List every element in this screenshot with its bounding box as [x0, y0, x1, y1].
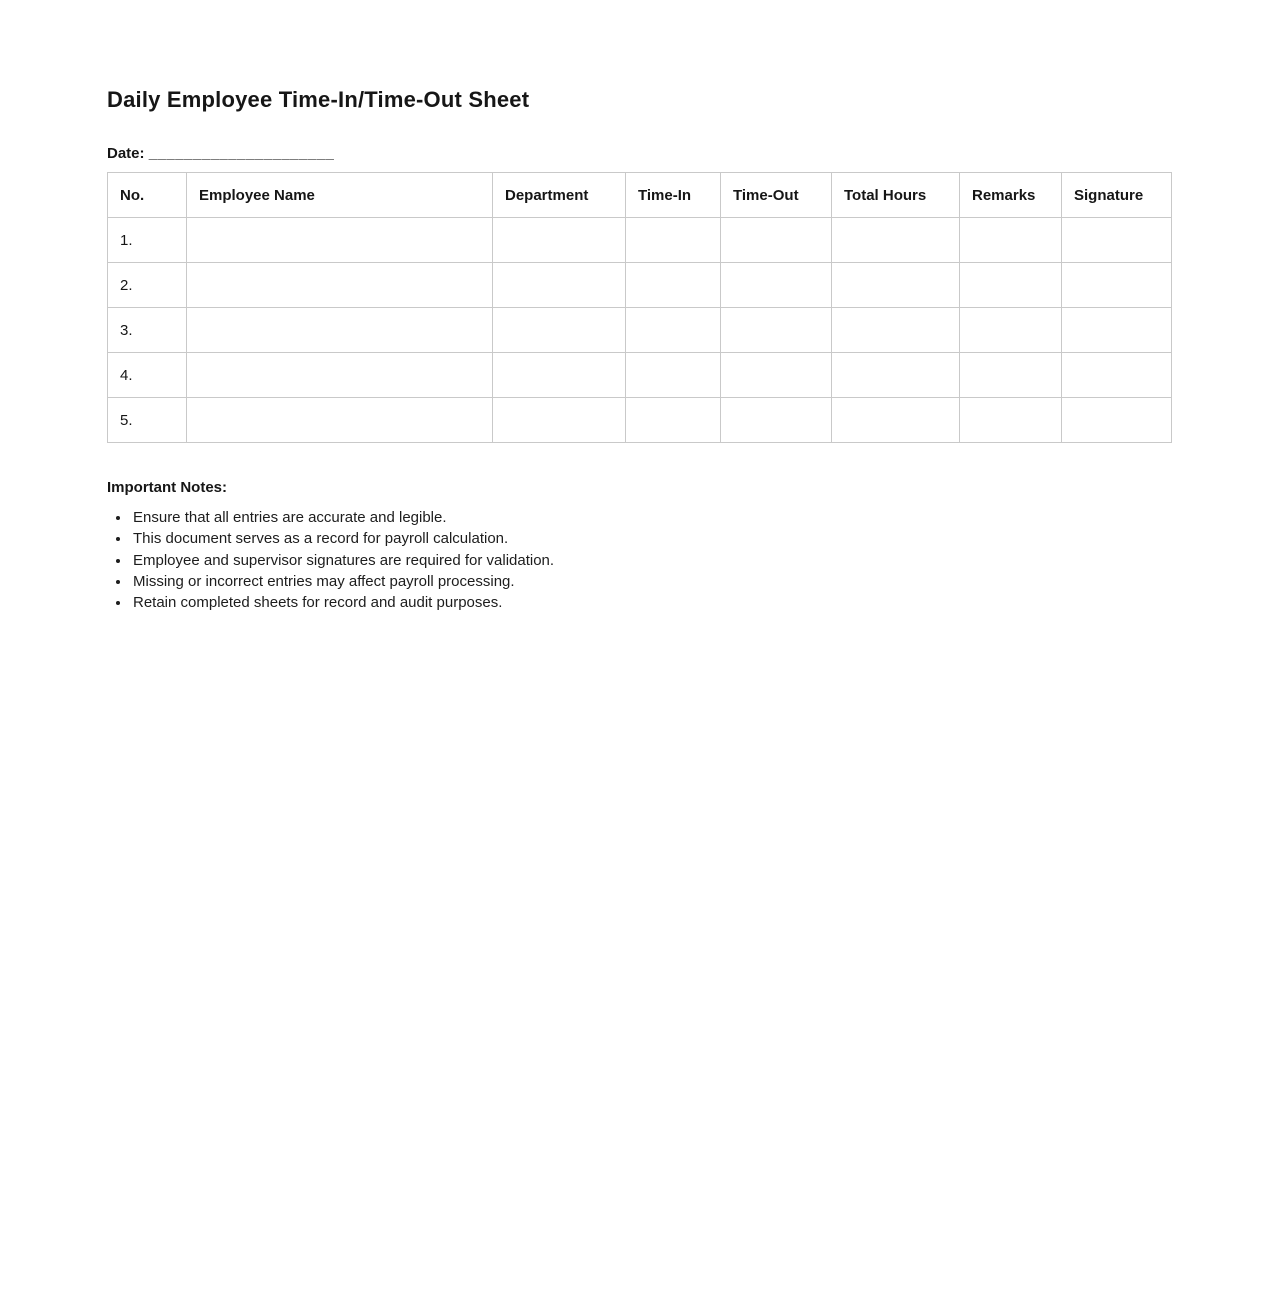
row-number-cell: 3. [108, 308, 187, 353]
important-notes-section [107, 478, 1171, 613]
date-blank-line: _____________________ [148, 145, 335, 162]
signature-cell [1062, 398, 1172, 443]
department-cell [493, 398, 626, 443]
row-number-cell: 5. [108, 398, 187, 443]
table-row [108, 308, 1172, 353]
table-header-row [108, 173, 1172, 218]
note-item: • Employee and supervisor signatures are required for validation. [131, 550, 1171, 571]
signature-cell [1062, 218, 1172, 263]
time-in-cell [626, 398, 721, 443]
notes-list [107, 507, 1171, 613]
department-cell [493, 308, 626, 353]
total-hours-cell [832, 263, 960, 308]
employee-name-cell [187, 263, 493, 308]
table-row [108, 263, 1172, 308]
department-cell [493, 353, 626, 398]
table-row [108, 353, 1172, 398]
table-row [108, 218, 1172, 263]
total-hours-cell [832, 353, 960, 398]
col-header-employee-name: Employee Name [187, 173, 493, 218]
employee-name-cell [187, 353, 493, 398]
time-out-cell [721, 308, 832, 353]
col-header-remarks: Remarks [960, 173, 1062, 218]
department-cell [493, 263, 626, 308]
remarks-cell [960, 263, 1062, 308]
time-in-cell [626, 353, 721, 398]
employee-name-cell [187, 308, 493, 353]
row-number-cell: 4. [108, 353, 187, 398]
note-item: • Ensure that all entries are accurate and legible. [131, 507, 1171, 528]
total-hours-cell [832, 218, 960, 263]
total-hours-cell [832, 308, 960, 353]
row-number-cell: 1. [108, 218, 187, 263]
remarks-cell [960, 308, 1062, 353]
time-in-cell [626, 308, 721, 353]
note-item: • This document serves as a record for payroll calculation. [131, 528, 1171, 549]
signature-cell [1062, 308, 1172, 353]
col-header-time-in: Time-In [626, 173, 721, 218]
department-cell [493, 218, 626, 263]
time-out-cell [721, 263, 832, 308]
total-hours-cell [832, 398, 960, 443]
remarks-cell [960, 398, 1062, 443]
table-row [108, 398, 1172, 443]
col-header-signature: Signature [1062, 173, 1172, 218]
notes-heading: Important Notes: [107, 479, 227, 496]
signature-cell [1062, 263, 1172, 308]
col-header-department: Department [493, 173, 626, 218]
note-item: • Retain completed sheets for record and audit purposes. [131, 592, 1171, 613]
employee-name-cell [187, 398, 493, 443]
remarks-cell [960, 353, 1062, 398]
employee-name-cell [187, 218, 493, 263]
col-header-time-out: Time-Out [721, 173, 832, 218]
date-line [107, 144, 1171, 164]
page-title: Daily Employee Time-In/Time-Out Sheet [107, 87, 530, 112]
remarks-cell [960, 218, 1062, 263]
time-out-cell [721, 218, 832, 263]
row-number-cell: 2. [108, 263, 187, 308]
time-out-cell [721, 353, 832, 398]
signature-cell [1062, 353, 1172, 398]
time-out-cell [721, 398, 832, 443]
col-header-no: No. [108, 173, 187, 218]
time-in-cell [626, 218, 721, 263]
note-item: • Missing or incorrect entries may affect payroll processing. [131, 571, 1171, 592]
time-sheet-table [107, 172, 1172, 443]
col-header-total-hours: Total Hours [832, 173, 960, 218]
time-in-cell [626, 263, 721, 308]
date-label: Date: [107, 145, 145, 162]
